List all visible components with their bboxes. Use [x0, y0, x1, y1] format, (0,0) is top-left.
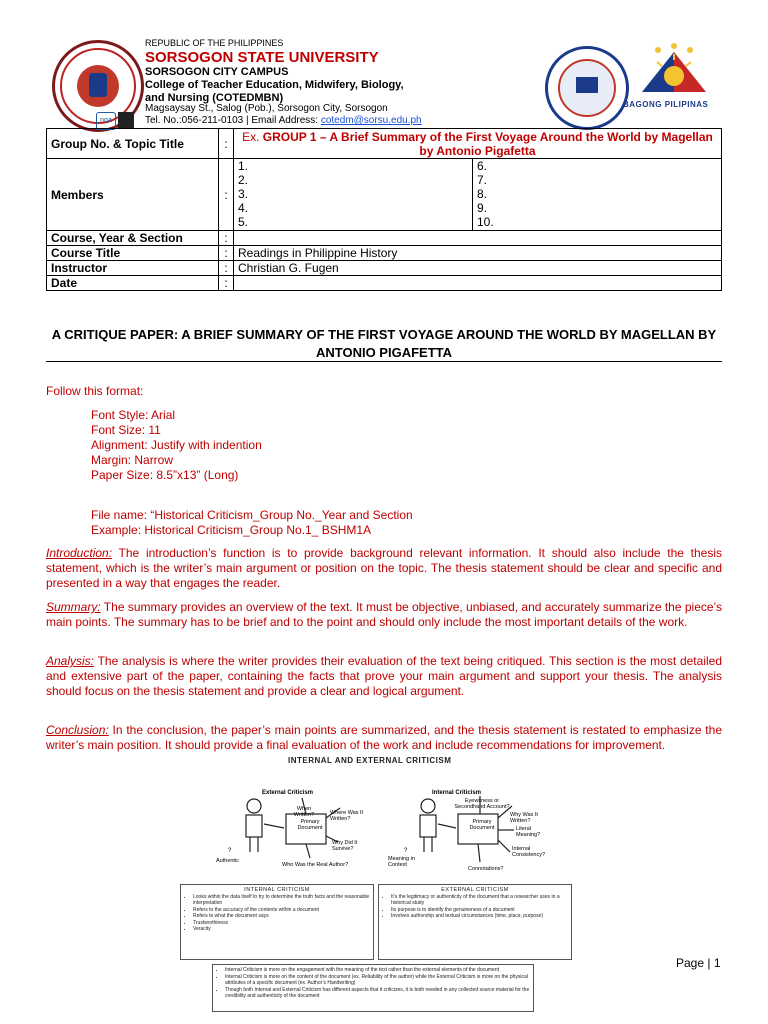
section-heading: Summary: [46, 600, 101, 614]
criticism-diagram [180, 752, 598, 1014]
section-text: In the conclusion, the paper’s main points are summarized, and the thesis statement is restated to emphasize the writer’s main position. It should provide a final evaluation of the work and include recommendations for improvement. [46, 723, 722, 752]
section-heading: Conclusion: [46, 723, 109, 737]
section-text: The introduction’s function is to provide background relevant information. It should also include the thesis statement, which is the writer’s main argument or position on the topic. The thesis statement should be clear and specific and presented in a way that engages the reader. [46, 546, 722, 590]
colon: : [219, 159, 234, 231]
table-row [47, 246, 722, 261]
external-primary-document: Primary Document [297, 819, 323, 831]
members-label: Members [47, 159, 219, 231]
colon: : [219, 276, 234, 291]
instructor-label: Instructor [47, 261, 219, 276]
republic-line: REPUBLIC OF THE PHILIPPINES [145, 38, 284, 48]
page-label: Page [676, 956, 705, 970]
member-slot: 5. [238, 215, 249, 229]
internal-primary-document: Primary Document [469, 819, 495, 831]
external-label: ? [228, 848, 232, 854]
box-title: INTERNAL CRITICISM [244, 887, 310, 893]
members-right-cell[interactable] [473, 159, 722, 231]
certification-logo [118, 112, 134, 128]
group-label: Group No. & Topic Title [47, 129, 219, 159]
college-of-teacher-education-logo [545, 46, 629, 130]
member-slot: 9. [477, 201, 488, 215]
list-item: • Internal Criticism is more on the engagement with the meaning of the text rather than the external elements of the document [225, 967, 530, 974]
bagong-pilipinas-label: BAGONG PILIPINAS [623, 100, 709, 109]
member-slot: 8. [477, 187, 488, 201]
list-item: • It’s the legitimacy or authenticity of the document that a researcher uses in a historical study [391, 894, 568, 907]
list-item: • Refers to what the document says [193, 913, 370, 920]
date-label: Date [47, 276, 219, 291]
member-slot: 10. [477, 215, 494, 229]
section-heading: Analysis: [46, 654, 95, 668]
member-slot: 6. [477, 159, 488, 173]
course-title-label: Course Title [47, 246, 219, 261]
email-link[interactable]: cotedm@sorsu.edu.ph [320, 115, 422, 126]
internal-label: Internal Consistency? [512, 846, 546, 858]
internal-label: Eyewitness or Secondhand Account? [454, 798, 510, 810]
group-value: GROUP 1 – A Brief Summary of the First Voyage Around the World by Magellan by Antonio Pigafetta [262, 129, 713, 158]
external-label: Why Did It Survive? [332, 840, 358, 852]
member-slot: 1. [238, 159, 249, 173]
course-title-value[interactable]: Readings in Philippine History [234, 246, 722, 261]
box-title: EXTERNAL CRITICISM [441, 887, 509, 893]
group-value-cell[interactable] [234, 129, 722, 159]
colon: : [219, 129, 234, 159]
table-row [47, 159, 722, 231]
member-slot: 3. [238, 187, 249, 201]
external-label: Authentic [216, 858, 239, 864]
introduction-paragraph [46, 546, 722, 591]
analysis-paragraph [46, 654, 722, 699]
external-label: Who Was the Real Author? [282, 862, 349, 868]
format-list [91, 408, 262, 483]
date-value[interactable] [234, 276, 722, 291]
external-label: When Written? [293, 806, 315, 818]
internal-label: Meaning in Context [388, 856, 415, 868]
internal-criticism-box [180, 884, 374, 960]
internal-label: Connotations? [468, 866, 504, 872]
section-text: The summary provides an overview of the text. It must be objective, unbiased, and accurately summarize the piece’s main points. The summary has to be brief and to the point and should only include the most important details of the work. [46, 600, 722, 629]
telephone: Tel. No.:056-211-0103 | Email Address: [145, 115, 321, 126]
list-item: • Refers to the accuracy of the contents within a document [193, 907, 370, 914]
list-item: • Its purpose is to identify the genuineness of a document [391, 907, 568, 914]
colon: : [219, 246, 234, 261]
format-item: Font Style: Arial [91, 408, 176, 422]
file-name-block [91, 508, 413, 538]
group-info-table [46, 128, 722, 291]
format-item: Alignment: Justify with indention [91, 438, 262, 452]
list-item: • Involves authorship and textual circumstances (time, place, purpose) [391, 913, 568, 920]
colon: : [219, 261, 234, 276]
member-slot: 7. [477, 173, 488, 187]
page-number-value: 1 [713, 956, 721, 970]
internal-criticism-title: Internal Criticism [432, 790, 482, 796]
bagong-pilipinas-logo [636, 42, 712, 100]
file-name-format: File name: “Historical Criticism_Group No._Year and Section [91, 508, 413, 522]
contact-line [145, 115, 422, 126]
campus-name: SORSOGON CITY CAMPUS [145, 66, 289, 78]
internal-label: ? [404, 848, 408, 854]
members-left-cell[interactable] [234, 159, 473, 231]
section-text: The analysis is where the writer provides their evaluation of the text being critiqued. This section is the most detailed and extensive part of the paper, containing the facts that prove your main argument and support your thesis. The analysis should focus on the thesis statement and provide a clear and logical argument. [46, 654, 722, 698]
list-item: • Trustworthiness [193, 920, 370, 927]
format-item: Paper Size: 8.5”x13” (Long) [91, 468, 239, 482]
external-criticism-title: External Criticism [262, 790, 314, 796]
page-title: A CRITIQUE PAPER: A BRIEF SUMMARY OF THE FIRST VOYAGE AROUND THE WORLD BY MAGELLAN BY ANTONIO PIGAFETTA [51, 327, 717, 360]
group-prefix: Ex. [242, 129, 263, 144]
list-item: • Though both Internal and External Criticism has different aspects that it criticizes, it is both needed in any collected source material for the credibility and authenticity of the document [225, 987, 530, 1000]
external-criticism-box [378, 884, 572, 960]
conclusion-paragraph [46, 723, 722, 753]
member-slot: 4. [238, 201, 249, 215]
comparison-box [212, 964, 534, 1012]
nqa-logo-text: nqa [100, 117, 112, 124]
format-item: Font Size: 11 [91, 423, 161, 437]
list-item: • Veracity [193, 926, 370, 933]
course-year-label: Course, Year & Section [47, 231, 219, 246]
address: Magsaysay St., Salog (Pob.), Sorsogon City, Sorsogon [145, 103, 388, 114]
member-slot: 2. [238, 173, 249, 187]
instructor-value[interactable]: Christian G. Fugen [234, 261, 722, 276]
page-number [676, 956, 721, 970]
table-row [47, 276, 722, 291]
university-name: SORSOGON STATE UNIVERSITY [145, 49, 379, 66]
format-intro: Follow this format: [46, 384, 144, 398]
list-item: • Looks within the data itself to try to determine the truth facts and the reasonable interpretation [193, 894, 370, 907]
internal-label: Why Was It Written? [510, 812, 538, 824]
summary-paragraph [46, 600, 722, 630]
college-name-line2: and Nursing (COTEDMBN) [145, 92, 284, 104]
list-item: • Internal Criticism is more on the content of the document (ex. Reliability of the author) while the External Criticism is more on the physical attributes of a specific document (ex. Author’s Handwriting) [225, 974, 530, 987]
page-separator: | [707, 956, 711, 970]
table-row [47, 129, 722, 159]
format-item: Margin: Narrow [91, 453, 174, 467]
section-heading: Introduction: [46, 546, 113, 560]
title-underline [46, 361, 722, 362]
course-year-value[interactable] [234, 231, 722, 246]
internal-label: Literal Meaning? [516, 826, 541, 838]
table-row [47, 261, 722, 276]
college-name-line1: College of Teacher Education, Midwifery, Biology, [145, 79, 404, 91]
external-label: Where Was It Written? [330, 810, 364, 822]
file-name-example: Example: Historical Criticism_Group No.1_ BSHM1A [91, 523, 372, 537]
colon: : [219, 231, 234, 246]
diagram-title: INTERNAL AND EXTERNAL CRITICISM [288, 756, 452, 765]
table-row [47, 231, 722, 246]
